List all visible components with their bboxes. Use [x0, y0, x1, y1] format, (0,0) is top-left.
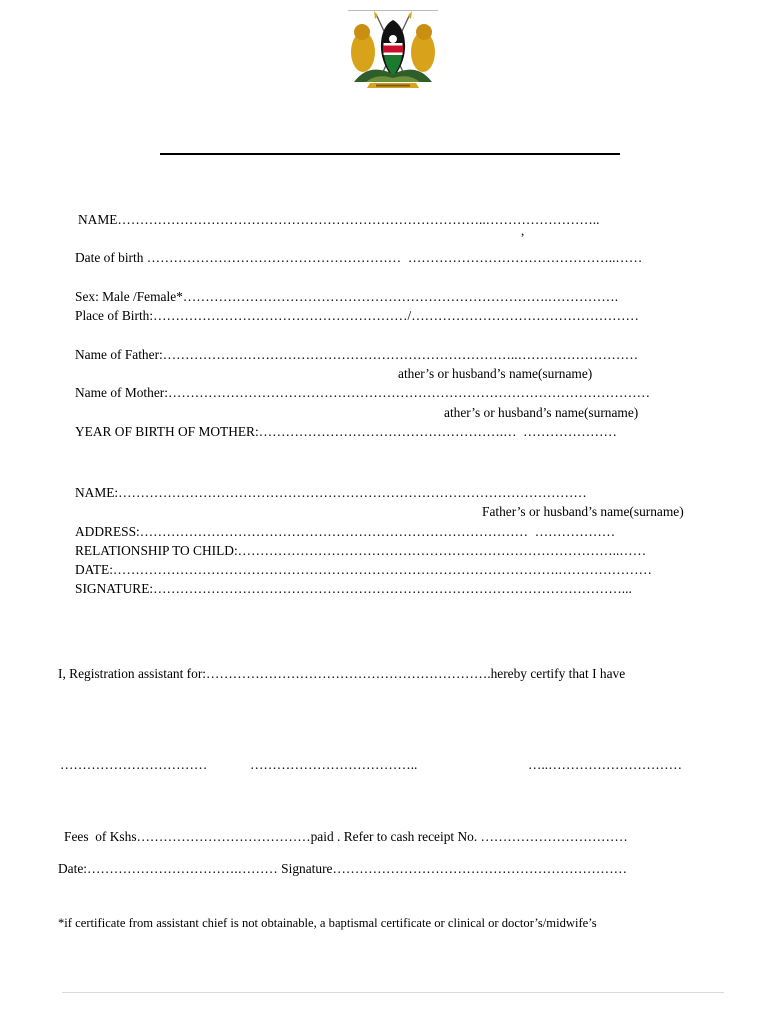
child-name-field: NAME………………………………………………………………………..……………………..: [78, 212, 600, 227]
informant-address-field: ADDRESS:…………………………………………………………………………… ………………: [75, 524, 616, 539]
date-of-birth-field: Date of birth ………………………………………………… ………………………………………..……: [75, 250, 643, 265]
informant-signature-field: SIGNATURE:……………………………………………………………………………………………...: [75, 581, 632, 596]
date-signature-field: Date:…………………………….……… Signature…………………………………………………………: [58, 861, 628, 876]
footnote: *if certificate from assistant chief is not obtainable, a baptismal certificate or clinical or doctor’s/midwife’s: [58, 916, 597, 930]
relationship-field: RELATIONSHIP TO CHILD:…………………………………………………………………………..……: [75, 543, 647, 558]
place-of-birth-field: Place of Birth:…………………………………………………/……………………………………………: [75, 308, 639, 323]
mother-year-of-birth-field: YEAR OF BIRTH OF MOTHER:……………………………………………….… …………………: [75, 424, 617, 439]
signature-dots-middle: ………………………………..: [250, 757, 418, 772]
informant-name-hint: Father’s or husband’s name(surname): [482, 504, 684, 519]
informant-date-field: DATE:……………………………………………………………………………………….…………………: [75, 562, 652, 577]
fees-field: Fees of Kshs…………………………………paid . Refer to cash receipt No. ……………………………: [64, 829, 628, 844]
child-name-comma: ,: [521, 223, 525, 238]
father-name-field: Name of Father:……………………………………………………………………..………………………: [75, 347, 639, 362]
footer-divider: [62, 992, 724, 993]
sex-field: Sex: Male /Female*……………………………………………………………………….…………….: [75, 289, 619, 304]
mother-name-field: Name of Mother:………………………………………………………………………………………………: [75, 385, 651, 400]
title-underline: [160, 153, 620, 155]
informant-name-field: NAME:……………………………………………………………………………………………: [75, 485, 587, 500]
mother-name-hint: ather’s or husband’s name(surname): [444, 405, 639, 420]
signature-dots-right: …..…………………………: [528, 757, 682, 772]
father-name-hint: ather’s or husband’s name(surname): [398, 366, 593, 381]
certification-statement: I, Registration assistant for:……………………………………………………….hereby certify that I have: [58, 666, 626, 681]
coat-of-arms-icon: [346, 10, 440, 90]
signature-dots-left: ……………………………: [60, 757, 208, 772]
